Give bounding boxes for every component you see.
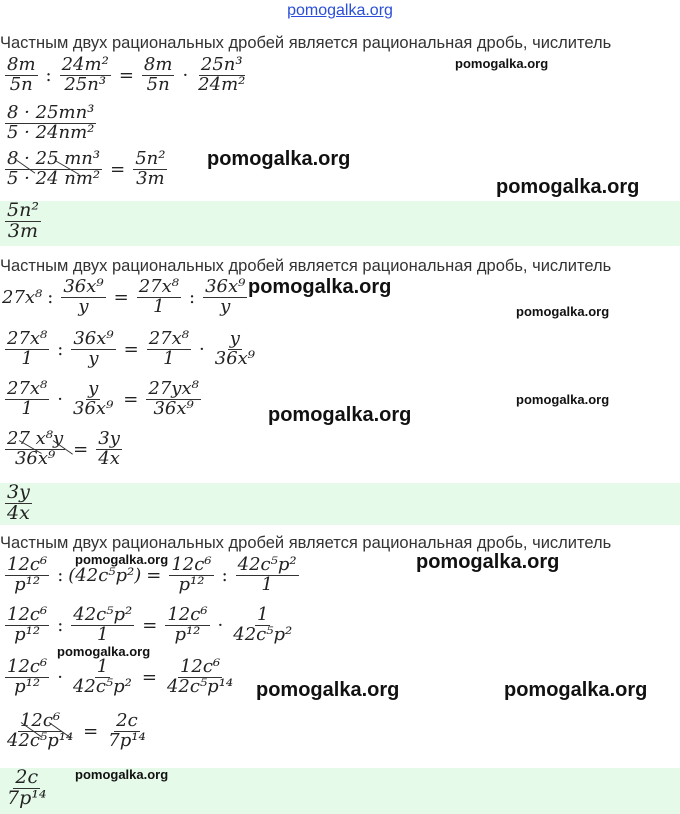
watermark: pomogalka.org [256, 679, 400, 701]
fraction [5, 658, 49, 697]
equals-sign: = [146, 564, 162, 586]
denominator: 36x⁹ [214, 347, 256, 369]
fraction [5, 104, 96, 143]
divide-sign: : [57, 338, 64, 360]
numerator: 12c⁶ [7, 656, 48, 677]
fraction [137, 278, 181, 317]
cancelled-fraction [5, 430, 65, 469]
numerator: 12c⁶ [179, 656, 221, 677]
denominator: 25n³ [64, 73, 107, 95]
denominator: 7p¹⁴ [7, 786, 47, 809]
divide-sign: : [57, 564, 64, 586]
numerator: 2c [116, 710, 138, 731]
watermark: pomogalka.org [496, 176, 640, 198]
denominator: y [88, 347, 99, 369]
numerator: 1 [257, 604, 269, 625]
p2-line-3 [2, 380, 204, 419]
problem-2-intro: Частным двух рациональных дробей является рациональная дробь, числитель [0, 257, 612, 275]
answer-box [0, 201, 680, 246]
denominator: 7p¹⁴ [108, 729, 146, 751]
watermark: pomogalka.org [504, 679, 648, 701]
fraction [71, 380, 115, 419]
fraction [5, 330, 49, 369]
divide-sign: : [47, 286, 54, 308]
numerator: 12c⁶ [19, 710, 61, 731]
numerator: 12c⁶ [167, 604, 208, 625]
watermark: pomogalka.org [516, 392, 610, 407]
divide-sign: : [57, 614, 64, 636]
fraction [5, 56, 38, 95]
fraction [236, 556, 299, 595]
multiply-sign: · [182, 64, 189, 86]
divide-sign: : [221, 564, 228, 586]
denominator: 1 [153, 295, 165, 317]
numerator: 42c⁵p² [73, 604, 133, 625]
equals-sign: = [83, 720, 99, 742]
fraction [5, 380, 49, 419]
denominator: 5 · 24 nm² [7, 167, 101, 189]
numerator: 36x⁹ [63, 276, 104, 297]
p1-line-3 [2, 150, 170, 189]
denominator: 5n [9, 73, 33, 95]
denominator: 1 [21, 397, 33, 419]
fraction [60, 56, 111, 95]
denominator: 42c⁵p² [72, 675, 132, 697]
denominator: 42c⁵p² [233, 623, 293, 645]
numerator: 42c⁵p² [237, 554, 297, 575]
numerator: 36x⁹ [73, 328, 114, 349]
fraction [196, 56, 247, 95]
cancelled-fraction [5, 712, 75, 751]
watermark: pomogalka.org [455, 56, 549, 71]
denominator: 42c⁵p¹⁴ [7, 729, 74, 751]
numerator: 5n² [135, 148, 166, 169]
numerator: 25n³ [200, 54, 243, 75]
numerator: 27 x⁸y [7, 428, 64, 449]
numerator: 24m² [61, 54, 109, 75]
fraction [147, 330, 191, 369]
equals-sign: = [113, 286, 129, 308]
denominator: y [220, 295, 231, 317]
term: (42c⁵p²) [68, 564, 142, 586]
cancelled-fraction [5, 150, 102, 189]
denominator: 1 [261, 573, 273, 595]
numerator: 27x⁸ [7, 328, 48, 349]
answer-fraction [5, 768, 48, 809]
fraction [5, 556, 49, 595]
fraction [71, 658, 134, 697]
watermark: pomogalka.org [207, 148, 351, 170]
numerator: 3y [7, 481, 30, 503]
numerator: y [88, 378, 99, 399]
p1-line-1 [2, 56, 250, 95]
numerator: 27yx⁸ [148, 378, 199, 399]
numerator: 8m [7, 54, 36, 75]
fraction [165, 606, 209, 645]
numerator: 2c [15, 766, 39, 788]
fraction [96, 430, 122, 469]
denominator: 36x⁹ [153, 397, 194, 419]
fraction [146, 380, 200, 419]
denominator: y [78, 295, 89, 317]
watermark: pomogalka.org [268, 404, 412, 426]
term: 27x⁸ [2, 286, 43, 308]
fraction [165, 658, 235, 697]
answer-fraction [5, 201, 41, 242]
equals-sign: = [141, 666, 157, 688]
problem-3-intro: Частным двух рациональных дробей является рациональная дробь, числитель [0, 534, 612, 552]
divide-sign: : [189, 286, 196, 308]
denominator: 5n [146, 73, 170, 95]
answer-box [0, 483, 680, 525]
denominator: p¹² [14, 573, 41, 595]
fraction [71, 606, 134, 645]
problem-1-intro: Частным двух рациональных дробей является рациональная дробь, числитель [0, 34, 612, 52]
p2-line-4 [2, 430, 125, 469]
denominator: 36x⁹ [73, 397, 114, 419]
numerator: 8m [143, 54, 173, 75]
multiply-sign: · [217, 614, 224, 636]
numerator: 36x⁹ [205, 276, 246, 297]
denominator: 3m [7, 219, 39, 242]
fraction [106, 712, 147, 751]
denominator: 1 [21, 347, 33, 369]
equals-sign: = [73, 438, 89, 460]
p3-line-2 [2, 606, 297, 645]
p3-line-3 [2, 658, 238, 697]
watermark: pomogalka.org [57, 644, 151, 659]
divide-sign: : [45, 64, 52, 86]
equals-sign: = [110, 158, 126, 180]
numerator: 5n² [7, 199, 39, 221]
denominator: 5 · 24nm² [7, 121, 95, 143]
equals-sign: = [118, 64, 134, 86]
fraction [61, 278, 105, 317]
denominator: p¹² [14, 675, 41, 697]
numerator: y [229, 328, 240, 349]
denominator: 4x [7, 501, 30, 524]
denominator: 1 [97, 623, 109, 645]
watermark: pomogalka.org [416, 551, 560, 573]
fraction [133, 150, 167, 189]
multiply-sign: · [57, 388, 64, 410]
equals-sign: = [123, 338, 139, 360]
p3-line-4 [2, 712, 151, 751]
fraction [71, 330, 115, 369]
equals-sign: = [123, 388, 139, 410]
fraction [213, 330, 257, 369]
fraction [231, 606, 294, 645]
p2-line-2 [2, 330, 260, 369]
watermark: pomogalka.org [516, 304, 610, 319]
denominator: 4x [98, 447, 120, 469]
numerator: 1 [96, 656, 109, 677]
fraction [203, 278, 247, 317]
numerator: 8 · 25 mn³ [7, 148, 101, 169]
multiply-sign: · [57, 666, 63, 688]
fraction [142, 56, 175, 95]
watermark: pomogalka.org [248, 276, 392, 298]
denominator: 36x⁹ [14, 447, 56, 469]
numerator: 3y [98, 428, 120, 449]
watermark: pomogalka.org [75, 767, 169, 782]
multiply-sign: · [199, 338, 205, 360]
p2-line-1 [2, 278, 250, 317]
fraction [5, 606, 49, 645]
numerator: 27x⁸ [148, 328, 190, 349]
denominator: 24m² [198, 73, 246, 95]
denominator: 3m [136, 167, 165, 189]
numerator: 12c⁶ [171, 554, 212, 575]
fraction [169, 556, 213, 595]
denominator: p¹² [178, 573, 205, 595]
numerator: 27x⁸ [7, 378, 48, 399]
numerator: 12c⁶ [7, 554, 48, 575]
denominator: 1 [163, 347, 175, 369]
numerator: 27x⁸ [138, 276, 180, 297]
equals-sign: = [142, 614, 158, 636]
site-link[interactable]: pomogalka.org [287, 2, 393, 19]
denominator: p¹² [174, 623, 201, 645]
answer-fraction [5, 483, 32, 524]
p1-line-2 [2, 104, 99, 143]
numerator: 8 · 25mn³ [7, 102, 95, 123]
numerator: 12c⁶ [7, 604, 48, 625]
denominator: p¹² [14, 623, 41, 645]
watermark: pomogalka.org [75, 552, 169, 567]
denominator: 42c⁵p¹⁴ [166, 675, 234, 697]
